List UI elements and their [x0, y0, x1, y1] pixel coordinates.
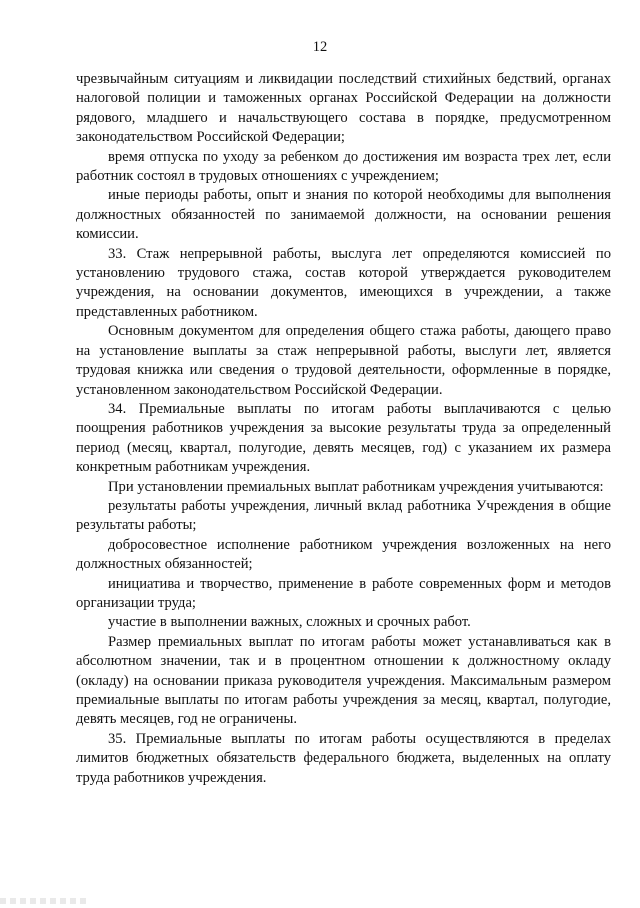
paragraph-12: Размер премиальных выплат по итогам работы может устанавливаться как в абсолютном значении, так и в процентном отношении к должностному окладу (окладу) на основании приказа руководителя учреждения. Максимальным размером премиальные выплаты по итогам работы учреждения за месяц, квартал, полугодие, девять месяцев, год не ограничены.: [76, 633, 611, 728]
paragraph-4: 33. Стаж непрерывной работы, выслуга лет определяются комиссией по установлению трудового стажа, состав которой утверждается руководителем учреждения, на основании документов, имеющихся в учреждении, а также представленных работником.: [76, 245, 611, 320]
paragraph-7: При установлении премиальных выплат работникам учреждения учитываются:: [108, 478, 604, 495]
paragraph-11: участие в выполнении важных, сложных и срочных работ.: [108, 614, 471, 631]
paragraph-10: инициатива и творчество, применение в работе современных форм и методов организации труда;: [76, 575, 611, 611]
paragraph-2: время отпуска по уходу за ребенком до достижения им возраста трех лет, если работник состоял в трудовых отношениях с учреждением;: [76, 148, 611, 185]
page-number: 12: [312, 39, 328, 55]
scan-artifact: [0, 898, 90, 904]
paragraph-3: иные периоды работы, опыт и знания по которой необходимы для выполнения должностных обязанностей по занимаемой должности, на основании решения комиссии.: [76, 187, 611, 243]
paragraph-5: Основным документом для определения общего стажа работы, дающего право на установление выплаты за стаж непрерывной работы, выслуги лет, является трудовая книжка или сведения о трудовой деятельности, оформленные в порядке, установленном законодательством Российской Федерации.: [76, 323, 611, 398]
document-body: [76, 70, 611, 788]
paragraph-13: 35. Премиальные выплаты по итогам работы осуществляются в пределах лимитов бюджетных обязательств федерального бюджета, выделенных на оплату труда работников учреждения.: [76, 730, 611, 786]
paragraph-8: результаты работы учреждения, личный вклад работника Учреждения в общие результаты работы;: [76, 497, 611, 534]
paragraph-6: 34. Премиальные выплаты по итогам работы выплачиваются с целью поощрения работников учреждения за высокие результаты труда за определенный период (месяц, квартал, полугодие, девять месяцев, год) с указанием их размера конкретным работникам учреждения.: [76, 400, 611, 476]
paragraph-9: добросовестное исполнение работником учреждения возложенных на него должностных обязанностей;: [76, 536, 611, 573]
paragraph-1: чрезвычайным ситуациям и ликвидации последствий стихийных бедствий, органах налоговой полиции и таможенных органах Российской Федерации на должности рядового, младшего и начальствующего состава в порядке, предусмотренном законодательством Российской Федерации;: [76, 71, 611, 146]
